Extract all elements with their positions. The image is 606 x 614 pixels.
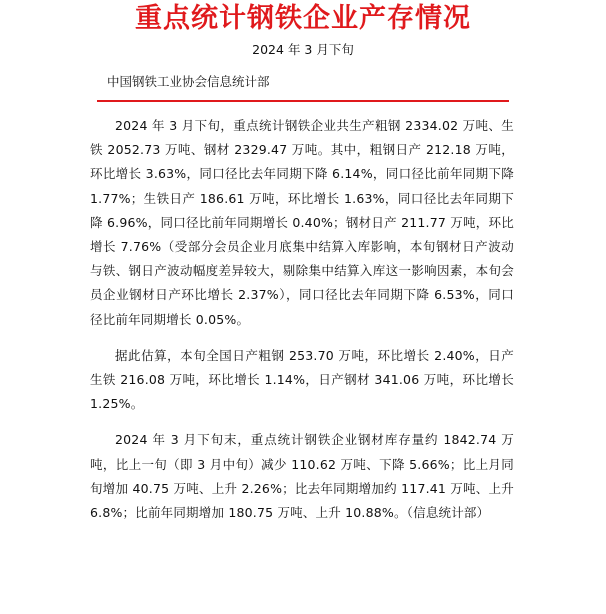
document-source: 中国钢铁工业协会信息统计部: [107, 74, 270, 89]
document-body: [90, 114, 514, 525]
paragraph-national-estimate: 据此估算，本旬全国日产粗钢 253.70 万吨，环比增长 2.40%，日产生铁 216.08 万吨，环比增长 1.14%，日产钢材 341.06 万吨，环比增长 1.25%。: [90, 347, 514, 412]
paragraph-inventory: 2024 年 3 月下旬末，重点统计钢铁企业钢材库存量约 1842.74 万吨，比上一旬（即 3 月中旬）减少 110.62 万吨、下降 5.66%；比上月同旬增加 40.75 万吨、上升 2.26%；比去年同期增加约 117.41 万吨、上升 6.8%；比前年同期增加 180.75 万吨、上升 10.88%。（信息统计部）: [90, 432, 514, 521]
document-title: 重点统计钢铁企业产存情况: [135, 3, 471, 34]
divider-line: [97, 100, 509, 102]
document-date: 2024 年 3 月下旬: [252, 42, 354, 57]
paragraph-production: 2024 年 3 月下旬，重点统计钢铁企业共生产粗钢 2334.02 万吨、生铁 2052.73 万吨、钢材 2329.47 万吨。其中，粗钢日产 212.18 万吨，环比增长 3.63%，同口径比去年同期下降 6.14%，同口径比前年同期下降 1.77%；生铁日产 186.61 万吨，环比增长 1.63%，同口径比去年同期下降 6.96%，同口径比前年同期增长 0.40%；钢材日产 211.77 万吨，环比增长 7.76%（受部分会员企业月底集中结算入库影响，本旬钢材日产波动与铁、钢日产波动幅度差异较大，剔除集中结算入库这一影响因素，本旬会员企业钢材日产环比增长 2.37%），同口径比去年同期下降 6.53%，同口径比前年同期增长 0.05%。: [90, 118, 514, 327]
